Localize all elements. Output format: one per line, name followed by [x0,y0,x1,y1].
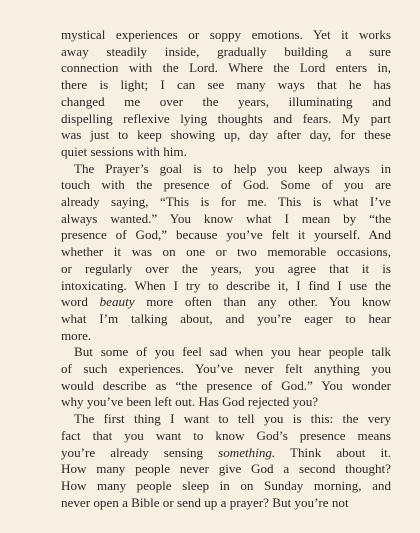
emphasized-text: beauty [99,294,135,310]
text-line [61,194,391,211]
text-run: of such experiences. You’ve never felt anything you [61,361,391,377]
text-line [61,361,391,378]
text-run: away steadily inside, gradually building a sure [61,43,391,59]
text-run: more. [61,327,92,343]
text-line [61,378,391,395]
text-line [61,27,391,44]
text-run: quiet sessions with him. [61,143,187,159]
text-run: would describe as “the presence of God.” You wonder [61,377,391,393]
text-run: why you’ve been left out. Has God rejected you? [61,394,319,410]
paragraph [61,27,391,161]
text-run: word [61,294,100,310]
text-line [61,60,391,77]
text-run: or regularly over the years, you agree that it is [61,260,391,276]
text-run: more often than any other. You know [134,294,391,310]
text-line [61,461,391,478]
text-run: The Prayer’s goal is to help you keep always in [74,160,391,176]
text-run: Think about it. [275,444,391,460]
text-run: dispelling reflexive lying thoughts and fears. My part [61,110,391,126]
text-run: But some of you feel sad when you hear people talk [74,344,391,360]
text-run: How many people sleep in on Sunday morning, and [61,477,391,493]
text-line [61,428,391,445]
text-run: connection with the Lord. Where the Lord enters in, [61,60,391,76]
text-run: always wanted.” You know what I mean by “the [61,210,391,226]
text-run: The first thing I want to tell you is this: the very [74,411,391,427]
text-line [61,44,391,61]
text-run: never open a Bible or send up a prayer? But you’re not [61,494,349,510]
text-run: already saying, “This is for me. This is what I’ve [61,194,391,210]
text-run: changed me over the years, illuminating and [61,93,391,109]
text-run: what I’m talking about, and you’re eager to hear [61,310,391,326]
text-run: How many people never give God a second thought? [61,461,391,477]
text-line [61,161,391,178]
text-run: fact that you want to know God’s presence means [61,427,391,443]
text-line [61,111,391,128]
paragraph [61,411,391,511]
text-line [61,244,391,261]
text-line [61,77,391,94]
text-line [61,294,391,311]
text-run: touch with the presence of God. Some of you are [61,177,391,193]
text-line [61,278,391,295]
text-line [61,344,391,361]
text-run: presence of God,” because you’ve felt it yourself. And [61,227,391,243]
paragraph [61,161,391,345]
text-run: intoxicating. When I try to describe it, I find I use the [61,277,391,293]
text-line [61,177,391,194]
text-line [61,495,391,512]
text-line [61,394,391,411]
text-line [61,311,391,328]
text-run: whether it was on one or two memorable occasions, [61,244,391,260]
paragraph [61,344,391,411]
text-line [61,211,391,228]
text-line [61,261,391,278]
text-line [61,328,391,345]
text-run: mystical experiences or soppy emotions. Yet it works [61,27,391,42]
text-line [61,127,391,144]
text-run: was just to keep showing up, day after day, for these [61,127,391,143]
text-line [61,411,391,428]
book-page [61,27,391,511]
emphasized-text: something. [218,444,276,460]
text-line [61,478,391,495]
text-line [61,227,391,244]
text-run: you’re already sensing [61,444,219,460]
text-line [61,144,391,161]
text-line [61,94,391,111]
text-line [61,445,391,462]
text-run: there is light; I can see many ways that he has [61,77,391,93]
